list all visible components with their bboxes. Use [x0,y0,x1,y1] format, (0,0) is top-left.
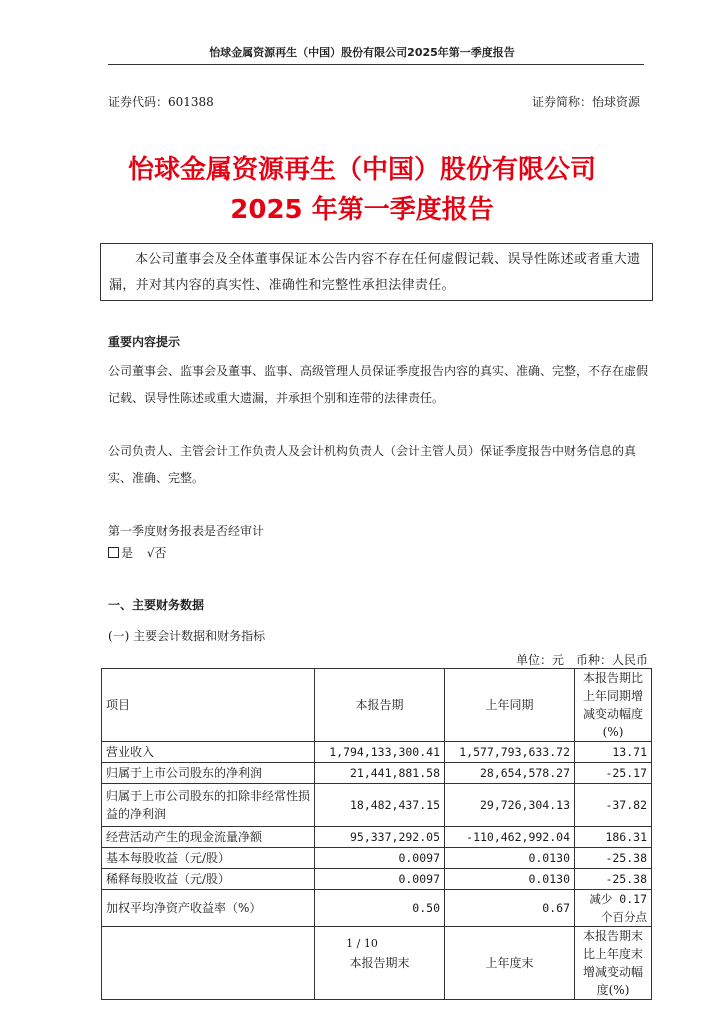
table-cell: 0.0130 [445,869,575,890]
table-row-label: 营业收入 [102,742,315,763]
table-cell: -110,462,992.04 [445,827,575,848]
table-header-row [102,669,652,742]
table-row [102,784,652,827]
audit-question: 第一季度财务报表是否经审计 [108,524,265,538]
table-header-cell: 本报告期末比上年度末增减变动幅度(%) [575,927,652,1000]
header-rule [108,64,644,65]
table-row-label: 归属于上市公司股东的净利润 [102,763,315,784]
table-row-label: 加权平均净资产收益率（%） [102,890,315,927]
table-cell: 0.50 [315,890,445,927]
table-cell: 18,482,437.15 [315,784,445,827]
table-cell: 186.31 [575,827,652,848]
table-cell: 1,577,793,633.72 [445,742,575,763]
section1-subheading: (一) 主要会计数据和财务指标 [108,629,266,643]
table-cell: 0.0130 [445,848,575,869]
section1-heading: 一、主要财务数据 [108,598,205,612]
no-label: √否 [146,546,167,560]
yes-checkbox [108,547,119,558]
table-cell: 28,654,578.27 [445,763,575,784]
table-header-cell: 上年同期 [445,669,575,742]
audit-answer [108,544,167,561]
yes-label: 是 [121,546,134,560]
table-header-cell: 本报告期比上年同期增减变动幅度(%) [575,669,652,742]
table-row-label: 基本每股收益（元/股） [102,848,315,869]
important-heading: 重要内容提示 [108,335,181,349]
table-row [102,869,652,890]
table-header-cell: 本报告期末 [315,927,445,1000]
financial-table [101,668,652,1000]
table-cell: 13.71 [575,742,652,763]
table-cell: 减少 0.17 个百分点 [575,890,652,927]
table-cell: 0.0097 [315,869,445,890]
table-cell: -25.17 [575,763,652,784]
table-header-cell: 上年度末 [445,927,575,1000]
stock-code: 证券代码：601388 [108,95,214,109]
table-cell: 0.67 [445,890,575,927]
stock-short-name: 证券简称：怡球资源 [531,95,640,109]
table-row-label: 经营活动产生的现金流量净额 [102,827,315,848]
table-cell: 0.0097 [315,848,445,869]
report-title [0,150,724,230]
table-row-label: 稀释每股收益（元/股） [102,869,315,890]
important-para-2: 公司负责人、主管会计工作负责人及会计机构负责人（会计主管人员）保证季度报告中财务信息的真实、准确、完整。 [108,444,637,485]
table-row-label: 归属于上市公司股东的扣除非经常性损益的净利润 [102,784,315,827]
report-title-line1: 怡球金属资源再生（中国）股份有限公司 [127,155,596,185]
table-row [102,742,652,763]
table-cell: 29,726,304.13 [445,784,575,827]
table-row [102,890,652,927]
unit-currency-line: 单位：元 币种：人民币 [515,653,648,667]
table-cell: -25.38 [575,848,652,869]
table-cell: -37.82 [575,784,652,827]
table-header-cell: 项目 [102,669,315,742]
table-row [102,827,652,848]
table-cell: 1,794,133,300.41 [315,742,445,763]
report-title-line2: 2025 年第一季度报告 [230,195,494,225]
running-header: 怡球金属资源再生（中国）股份有限公司2025年第一季度报告 [209,46,515,59]
table-row [102,763,652,784]
board-notice-box: 本公司董事会及全体董事保证本公告内容不存在任何虚假记载、误导性陈述或者重大遗漏，并对其内容的真实性、准确性和完整性承担法律责任。 [100,243,653,301]
table-cell: 21,441,881.58 [315,763,445,784]
table-cell: 95,337,292.05 [315,827,445,848]
page-number: 1 / 10 [346,937,378,950]
table-row [102,848,652,869]
table-cell: -25.38 [575,869,652,890]
table-header-cell: 本报告期 [315,669,445,742]
important-para-1: 公司董事会、监事会及董事、监事、高级管理人员保证季度报告内容的真实、准确、完整，不存在虚假记载、误导性陈述或重大遗漏，并承担个别和连带的法律责任。 [108,364,649,405]
